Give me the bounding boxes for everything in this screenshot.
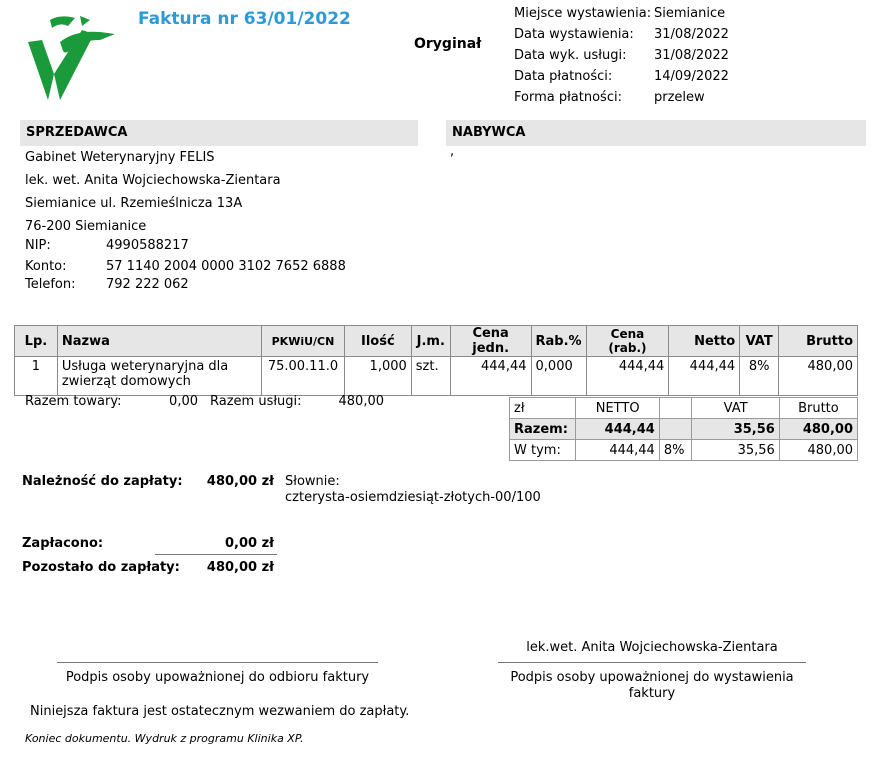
paid-label: Zapłacono: bbox=[22, 536, 104, 551]
seller-line: lek. wet. Anita Wojciechowska-Zientara bbox=[25, 173, 281, 188]
remaining-label: Pozostało do zapłaty: bbox=[22, 560, 180, 575]
cell-vat: 8% bbox=[740, 357, 779, 396]
summary-razem-row bbox=[510, 419, 858, 440]
invoice-meta bbox=[514, 6, 774, 111]
meta-row bbox=[514, 90, 774, 111]
cell-jm: szt. bbox=[411, 357, 450, 396]
col-ilosc: Ilość bbox=[344, 326, 411, 357]
original-label: Oryginał bbox=[414, 36, 482, 52]
cell-netto: 444,44 bbox=[669, 357, 740, 396]
sum-wtym-label: W tym: bbox=[510, 440, 576, 461]
col-jm: J.m. bbox=[411, 326, 450, 357]
sum-wtym-rate: 8% bbox=[659, 440, 692, 461]
col-lp: Lp. bbox=[15, 326, 58, 357]
meta-row bbox=[514, 27, 774, 48]
sum-wtym-netto: 444,44 bbox=[576, 440, 659, 461]
words-label: Słownie: bbox=[285, 474, 340, 489]
razem-towary-value: 0,00 bbox=[169, 394, 198, 409]
buyer-heading: NABYWCA bbox=[446, 120, 866, 146]
issuer-signature-caption: Podpis osoby upoważnionej do wystawienia faktury bbox=[510, 670, 794, 701]
sum-razem-netto: 444,44 bbox=[576, 419, 659, 440]
buyer-line: , bbox=[450, 144, 455, 159]
seller-line: 76-200 Siemianice bbox=[25, 219, 147, 234]
meta-label: Data wyk. usługi: bbox=[514, 48, 627, 63]
seller-address bbox=[25, 148, 281, 240]
seller-line: Gabinet Weterynaryjny FELIS bbox=[25, 150, 215, 165]
sum-wtym-vat: 35,56 bbox=[692, 440, 779, 461]
meta-value: 31/08/2022 bbox=[654, 27, 729, 42]
konto-value: 57 1140 2004 0000 3102 7652 6888 bbox=[106, 259, 346, 274]
vat-summary-table bbox=[509, 397, 858, 461]
seller-telefon bbox=[25, 277, 189, 292]
seller-heading: SPRZEDAWCA bbox=[20, 120, 418, 146]
clinic-logo bbox=[20, 12, 120, 102]
sum-wtym-brutto: 480,00 bbox=[779, 440, 857, 461]
issuer-name: lek.wet. Anita Wojciechowska-Zientara bbox=[526, 640, 778, 655]
paid-divider bbox=[155, 554, 277, 555]
meta-label: Forma płatności: bbox=[514, 90, 622, 105]
cell-cena: 444,44 bbox=[450, 357, 531, 396]
cell-cena-rab: 444,44 bbox=[586, 357, 669, 396]
cell-rab: 0,000 bbox=[531, 357, 586, 396]
col-netto: Netto bbox=[669, 326, 740, 357]
paid-amount: 0,00 zł bbox=[225, 536, 274, 551]
seller-line: Siemianice ul. Rzemieślnicza 13A bbox=[25, 196, 243, 211]
receiver-signature-caption: Podpis osoby upoważnionej do odbioru faktury bbox=[65, 670, 370, 685]
cell-brutto: 480,00 bbox=[779, 357, 858, 396]
invoice-title: Faktura nr 63/01/2022 bbox=[138, 9, 351, 29]
razem-uslugi-label: Razem usługi: bbox=[210, 394, 302, 409]
items-table bbox=[14, 325, 858, 396]
telefon-label: Telefon: bbox=[25, 277, 76, 292]
nip-value: 4990588217 bbox=[106, 238, 189, 253]
sum-h-vat: VAT bbox=[692, 398, 779, 419]
telefon-value: 792 222 062 bbox=[106, 277, 189, 292]
meta-row bbox=[514, 69, 774, 90]
col-cena-rab: Cena (rab.) bbox=[586, 326, 669, 357]
sum-razem-rate bbox=[659, 419, 692, 440]
meta-value: 31/08/2022 bbox=[654, 48, 729, 63]
col-nazwa: Nazwa bbox=[57, 326, 261, 357]
konto-label: Konto: bbox=[25, 259, 67, 274]
meta-row bbox=[514, 48, 774, 69]
receiver-signature-line bbox=[57, 662, 378, 663]
col-cena: Cena jedn. bbox=[450, 326, 531, 357]
items-header-row bbox=[15, 326, 858, 357]
final-notice: Niniejsza faktura jest ostatecznym wezwaniem do zapłaty. bbox=[30, 704, 410, 719]
razem-towary-label: Razem towary: bbox=[25, 394, 122, 409]
meta-row bbox=[514, 6, 774, 27]
col-rab: Rab.% bbox=[531, 326, 586, 357]
sum-h-netto: NETTO bbox=[576, 398, 659, 419]
meta-label: Data wystawienia: bbox=[514, 27, 634, 42]
seller-nip bbox=[25, 238, 189, 253]
cell-nazwa: Usługa weterynaryjna dla zwierząt domowych bbox=[57, 357, 261, 396]
remaining-amount: 480,00 zł bbox=[206, 560, 274, 575]
issuer-signature-line bbox=[498, 662, 806, 663]
due-label: Należność do zapłaty: bbox=[22, 474, 183, 489]
sum-currency: zł bbox=[510, 398, 576, 419]
razem-uslugi-value: 480,00 bbox=[338, 394, 384, 409]
cell-lp: 1 bbox=[15, 357, 58, 396]
seller-konto bbox=[25, 259, 346, 274]
cell-ilosc: 1,000 bbox=[344, 357, 411, 396]
summary-wtym-row bbox=[510, 440, 858, 461]
summary-header-row bbox=[510, 398, 858, 419]
sum-h-rate bbox=[659, 398, 692, 419]
meta-value: 14/09/2022 bbox=[654, 69, 729, 84]
amount-in-words: czterysta-osiemdziesiąt-złotych-00/100 bbox=[285, 490, 541, 505]
col-brutto: Brutto bbox=[779, 326, 858, 357]
cell-pkwiu: 75.00.11.0 bbox=[262, 357, 345, 396]
col-vat: VAT bbox=[740, 326, 779, 357]
meta-label: Miejsce wystawienia: bbox=[514, 6, 652, 21]
meta-value: przelew bbox=[654, 90, 705, 105]
sum-razem-label: Razem: bbox=[510, 419, 576, 440]
meta-label: Data płatności: bbox=[514, 69, 613, 84]
nip-label: NIP: bbox=[25, 238, 51, 253]
sum-razem-vat: 35,56 bbox=[692, 419, 779, 440]
meta-value: Siemianice bbox=[654, 6, 726, 21]
sum-razem-brutto: 480,00 bbox=[779, 419, 857, 440]
table-row bbox=[15, 357, 858, 396]
sum-h-brutto: Brutto bbox=[779, 398, 857, 419]
end-note: Koniec dokumentu. Wydruk z programu Klinika XP. bbox=[25, 732, 304, 745]
due-amount: 480,00 zł bbox=[206, 474, 274, 489]
col-pkwiu: PKWiU/CN bbox=[262, 326, 345, 357]
